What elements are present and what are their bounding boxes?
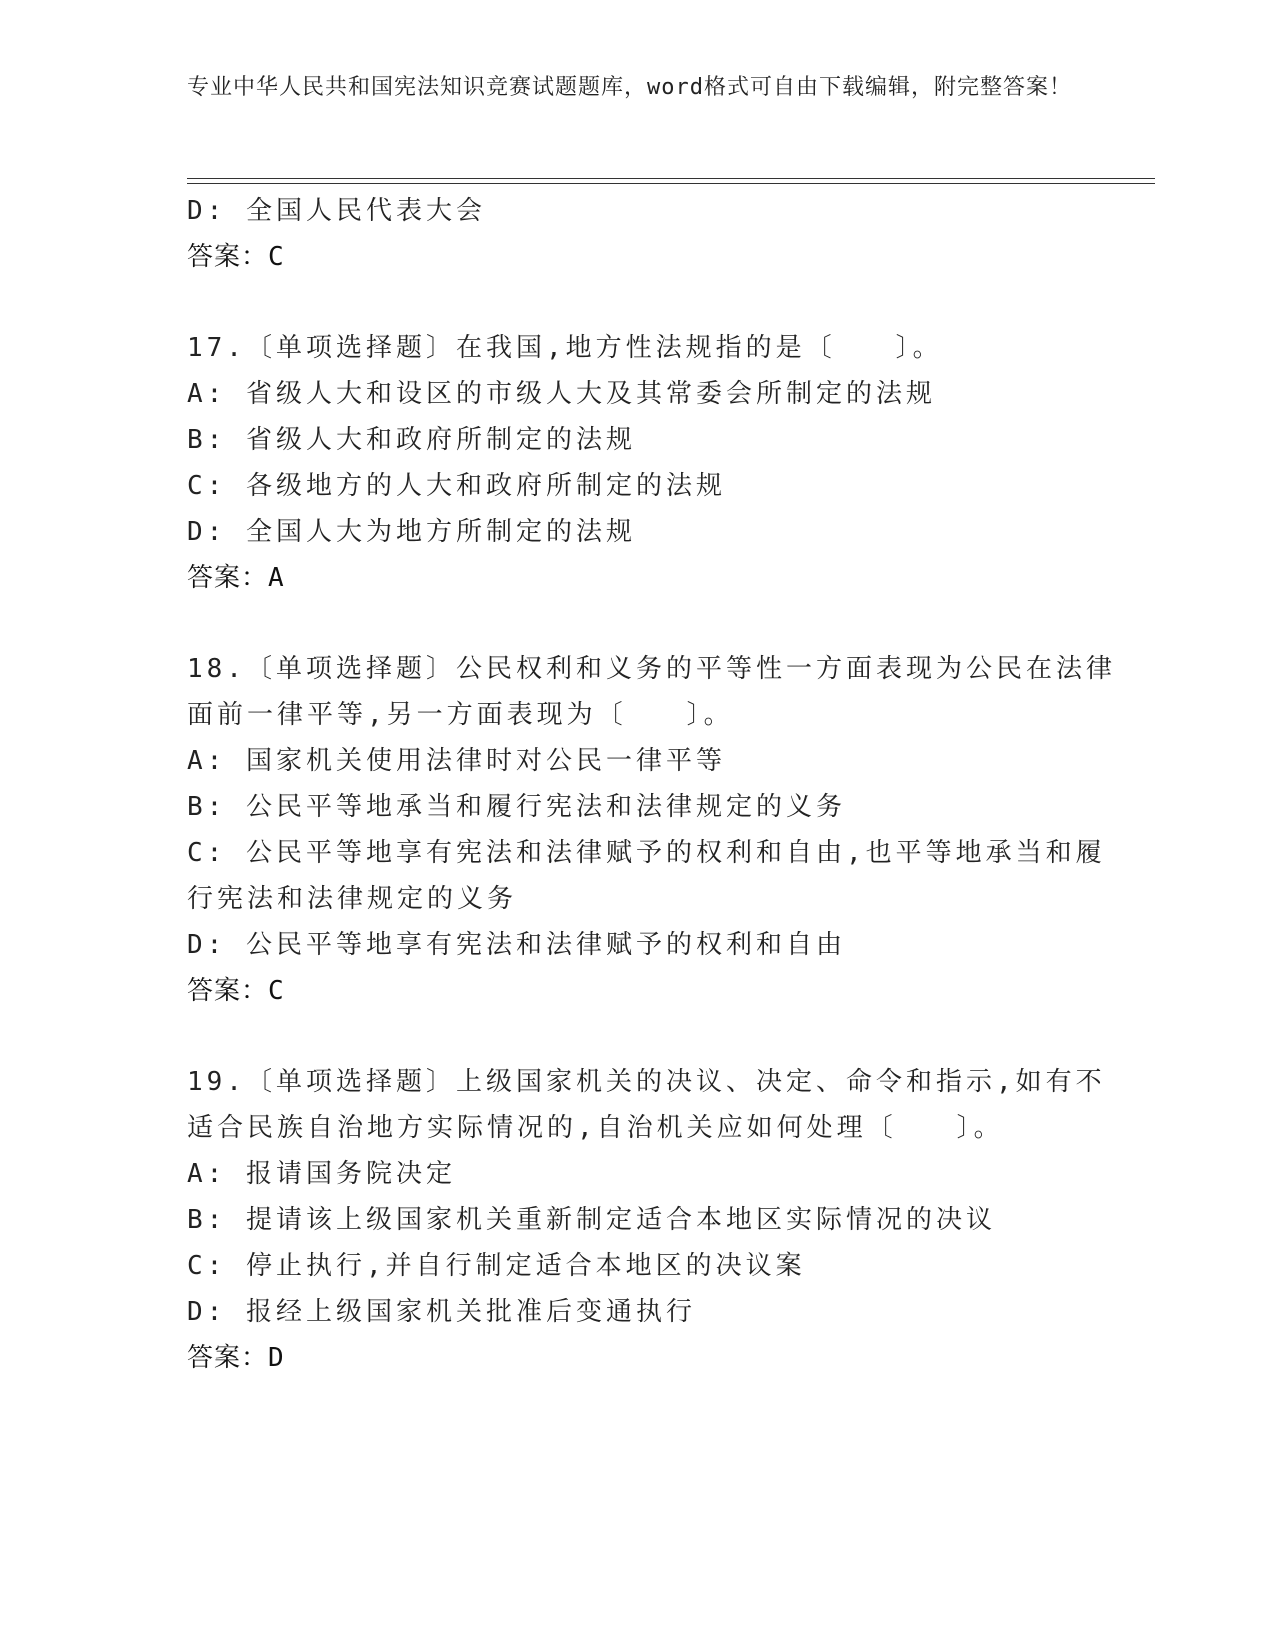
answer: 答案：C: [187, 242, 285, 272]
spacer: [187, 1014, 1087, 1059]
option-d: D: 全国人大为地方所制定的法规: [187, 517, 636, 547]
option-c-line-2: 行宪法和法律规定的义务: [187, 884, 518, 914]
option-d: D: 公民平等地享有宪法和法律赋予的权利和自由: [187, 930, 846, 960]
header-rule-bottom: [187, 183, 1155, 184]
option-b: B: 公民平等地承当和履行宪法和法律规定的义务: [187, 792, 846, 822]
answer: 答案：D: [187, 1343, 285, 1373]
spacer: [187, 280, 1087, 325]
question-stem-line-2: 面前一律平等,另一方面表现为〔 〕。: [187, 700, 734, 730]
question-stem-line-1: 19.〔单项选择题〕上级国家机关的决议、决定、命令和指示,如有不: [187, 1067, 1106, 1097]
option-d: D: 报经上级国家机关批准后变通执行: [187, 1297, 696, 1327]
question-stem-line-1: 18.〔单项选择题〕公民权利和义务的平等性一方面表现为公民在法律: [187, 654, 1116, 684]
option-c: C: 停止执行,并自行制定适合本地区的决议案: [187, 1251, 806, 1281]
question-18: [187, 646, 1116, 1014]
option-a: A: 省级人大和设区的市级人大及其常委会所制定的法规: [187, 379, 936, 409]
option-a: A: 报请国务院决定: [187, 1159, 456, 1189]
question-list: [187, 188, 1116, 1381]
answer: 答案：A: [187, 563, 285, 593]
question-17: [187, 325, 1087, 601]
document-header: 专业中华人民共和国宪法知识竞赛试题题库，word格式可自由下载编辑，附完整答案！: [187, 75, 1072, 100]
spacer: [187, 601, 1087, 646]
question-stem: 17.〔单项选择题〕在我国,地方性法规指的是〔 〕。: [187, 333, 943, 363]
option-c: C: 各级地方的人大和政府所制定的法规: [187, 471, 726, 501]
header-rule-top: [187, 178, 1155, 179]
option-a: A: 国家机关使用法律时对公民一律平等: [187, 746, 726, 776]
option-d: D: 全国人民代表大会: [187, 196, 486, 226]
option-b: B: 提请该上级国家机关重新制定适合本地区实际情况的决议: [187, 1205, 996, 1235]
option-c-line-1: C: 公民平等地享有宪法和法律赋予的权利和自由,也平等地承当和履: [187, 838, 1106, 868]
answer: 答案：C: [187, 976, 285, 1006]
question-19: [187, 1059, 1106, 1381]
question-stem-line-2: 适合民族自治地方实际情况的,自治机关应如何处理〔 〕。: [187, 1113, 1004, 1143]
option-b: B: 省级人大和政府所制定的法规: [187, 425, 636, 455]
